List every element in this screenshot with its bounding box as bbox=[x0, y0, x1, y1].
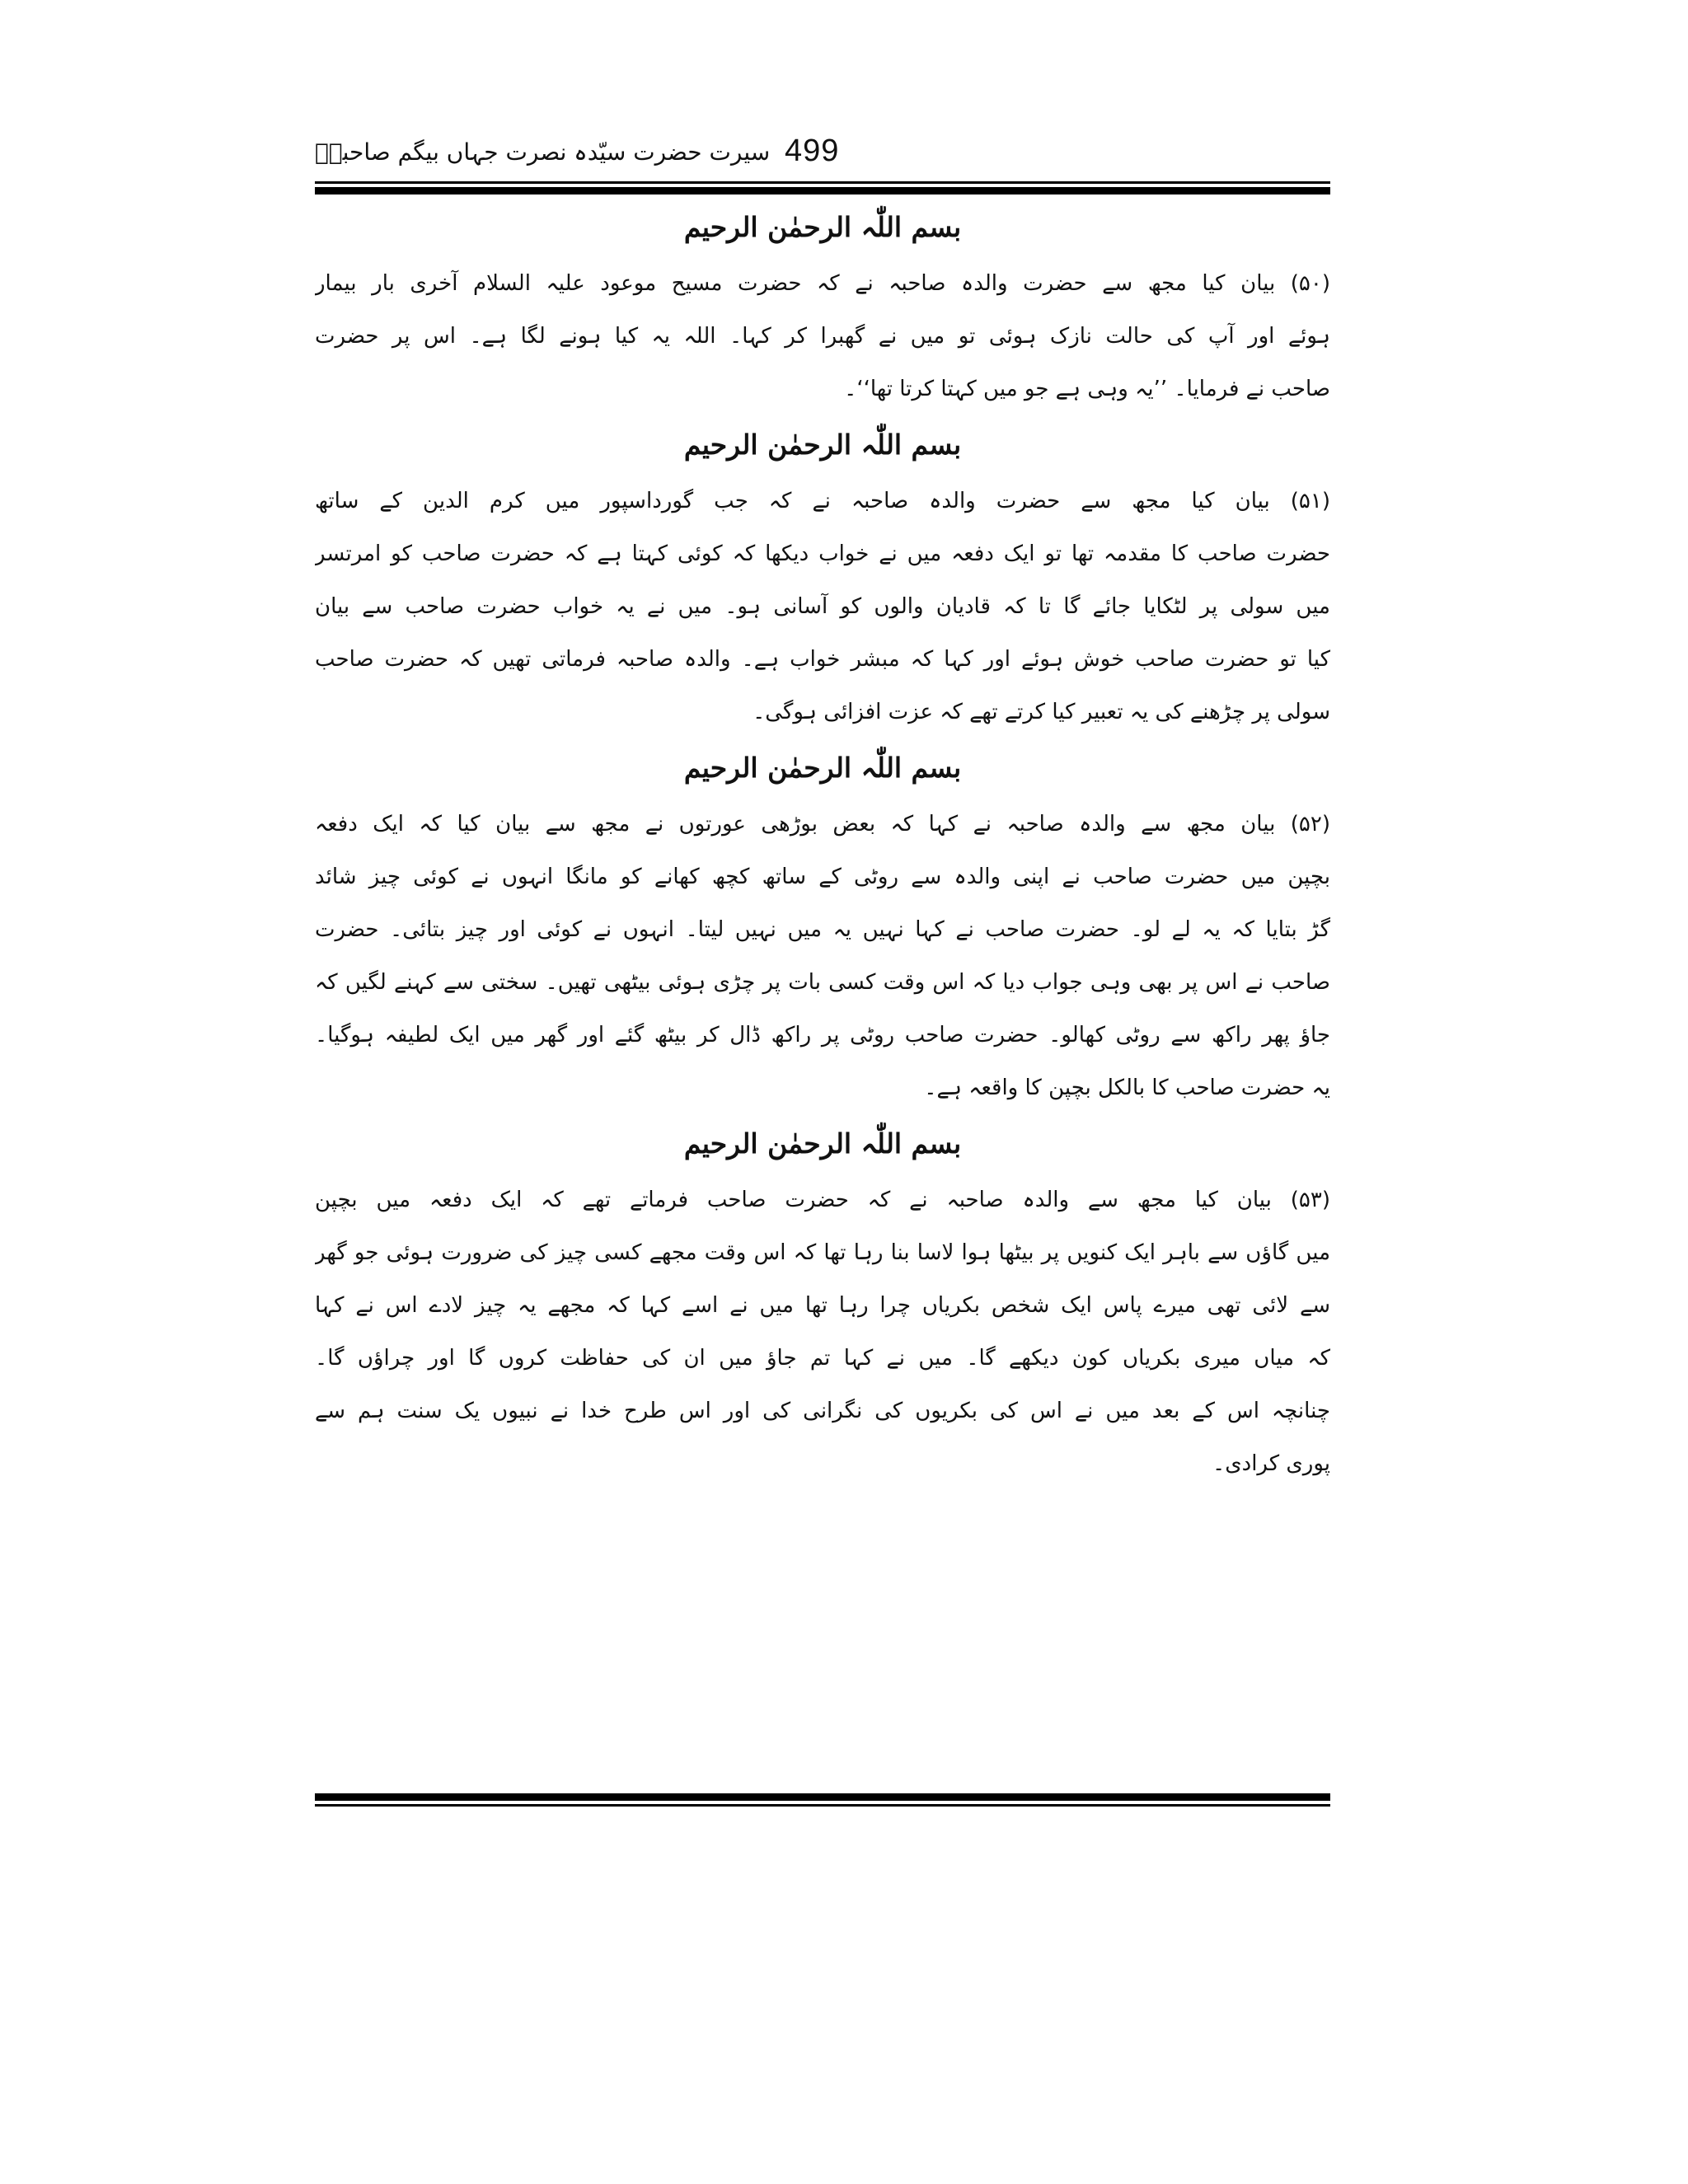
header-rule-thick bbox=[315, 187, 1330, 194]
text-line: صاحب نے فرمایا۔ ’’یہ وہی ہے جو میں کہتا کرتا تھا‘‘۔ bbox=[844, 377, 1330, 401]
narration-50 bbox=[315, 257, 1330, 415]
text-line: (۵۱) بیان کیا مجھ سے حضرت والدہ صاحبہ نے کہ جب گورداسپور میں کرم الدین کے ساتھ bbox=[315, 489, 1330, 513]
footer-rule-thick bbox=[315, 1793, 1330, 1801]
text-line: گڑ بتایا کہ یہ لے لو۔ حضرت صاحب نے کہا نہیں یہ میں نہیں لیتا۔ انہوں نے کوئی اور چیز بتائی۔ حضرت bbox=[315, 917, 1330, 942]
text-line: کہ میاں میری بکریاں کون دیکھے گا۔ میں نے کہا تم جاؤ میں ان کی حفاظت کروں گا اور چراؤں گا۔ bbox=[315, 1346, 1330, 1371]
text-line: ہوئے اور آپ کی حالت نازک ہوئی تو میں نے گھبرا کر کہا۔ اللہ یہ کیا ہونے لگا ہے۔ اس پر حضرت bbox=[315, 324, 1330, 349]
text-line: یہ حضرت صاحب کا بالکل بچپن کا واقعہ ہے۔ bbox=[924, 1076, 1330, 1100]
narration-53 bbox=[315, 1174, 1330, 1490]
text-line: پوری کرادی۔ bbox=[1212, 1451, 1330, 1476]
text-line: میں سولی پر لٹکایا جائے گا تا کہ قادیان والوں کو آسانی ہو۔ میں نے یہ خواب حضرت صاحب سے بیان bbox=[315, 594, 1330, 619]
text-line: چنانچہ اس کے بعد میں نے اس کی بکریوں کی نگرانی کی اور اس طرح خدا نے نبیوں یک سنت ہم سے bbox=[315, 1399, 1330, 1423]
text-line: (۵۳) بیان کیا مجھ سے والدہ صاحبہ نے کہ حضرت صاحب فرماتے تھے کہ ایک دفعہ میں بچپن bbox=[315, 1188, 1330, 1212]
running-title: سیرت حضرت سیّدہ نصرت جہاں بیگم صاحبہؓ bbox=[315, 138, 771, 166]
text-line: جاؤ پھر راکھ سے روٹی کھالو۔ حضرت صاحب روٹی پر راکھ ڈال کر بیٹھ گئے اور گھر میں ایک لطیفہ ہوگیا۔ bbox=[315, 1023, 1330, 1047]
bismillah-heading: بسم اللّٰہ الرحمٰن الرحیم bbox=[683, 1127, 962, 1160]
page-body bbox=[315, 198, 1330, 1490]
text-line: میں گاؤں سے باہر ایک کنویں پر بیٹھا ہوا لاسا بنا رہا تھا کہ اس وقت مجھے کسی چیز کی ضرورت ہوئی جو گھر bbox=[315, 1240, 1330, 1265]
text-line: (۵۰) بیان کیا مجھ سے حضرت والدہ صاحبہ نے کہ حضرت مسیح موعود علیہ السلام آخری بار بیمار bbox=[315, 271, 1330, 296]
text-line: سولی پر چڑھنے کی یہ تعبیر کیا کرتے تھے کہ عزت افزائی ہوگی۔ bbox=[753, 700, 1330, 724]
narration-52 bbox=[315, 798, 1330, 1114]
footer-rule-thin bbox=[315, 1804, 1330, 1807]
page-header bbox=[315, 132, 1329, 178]
text-line: بچپن میں حضرت صاحب نے اپنی والدہ سے روٹی کے ساتھ کچھ کھانے کو مانگا انہوں نے کوئی چیز شائد bbox=[315, 865, 1330, 889]
text-line: سے لائی تھی میرے پاس ایک شخص بکریاں چرا رہا تھا میں نے اسے کہا کہ مجھے یہ چیز لادے اس نے کہا bbox=[315, 1293, 1330, 1318]
bismillah-heading: بسم اللّٰہ الرحمٰن الرحیم bbox=[683, 429, 962, 461]
narration-51 bbox=[315, 475, 1330, 738]
text-line: حضرت صاحب کا مقدمہ تھا تو ایک دفعہ میں نے خواب دیکھا کہ کوئی کہتا ہے کہ حضرت صاحب کو امرتسر bbox=[315, 541, 1330, 566]
bismillah-heading: بسم اللّٰہ الرحمٰن الرحیم bbox=[683, 211, 962, 243]
text-line: (۵۲) بیان مجھ سے والدہ صاحبہ نے کہا کہ بعض بوڑھی عورتوں نے مجھ سے بیان کیا کہ ایک دفعہ bbox=[315, 812, 1330, 837]
bismillah-heading: بسم اللّٰہ الرحمٰن الرحیم bbox=[683, 752, 962, 784]
text-line: صاحب نے اس پر بھی وہی جواب دیا کہ اس وقت کسی بات پر چڑی ہوئی بیٹھی تھیں۔ سختی سے کہنے لگیں کہ bbox=[315, 970, 1330, 995]
header-rule-thin bbox=[315, 181, 1330, 184]
text-line: کیا تو حضرت صاحب خوش ہوئے اور کہا کہ مبشر خواب ہے۔ والدہ صاحبہ فرماتی تھیں کہ حضرت صاحب bbox=[315, 647, 1330, 672]
page-number: 499 bbox=[785, 134, 840, 168]
